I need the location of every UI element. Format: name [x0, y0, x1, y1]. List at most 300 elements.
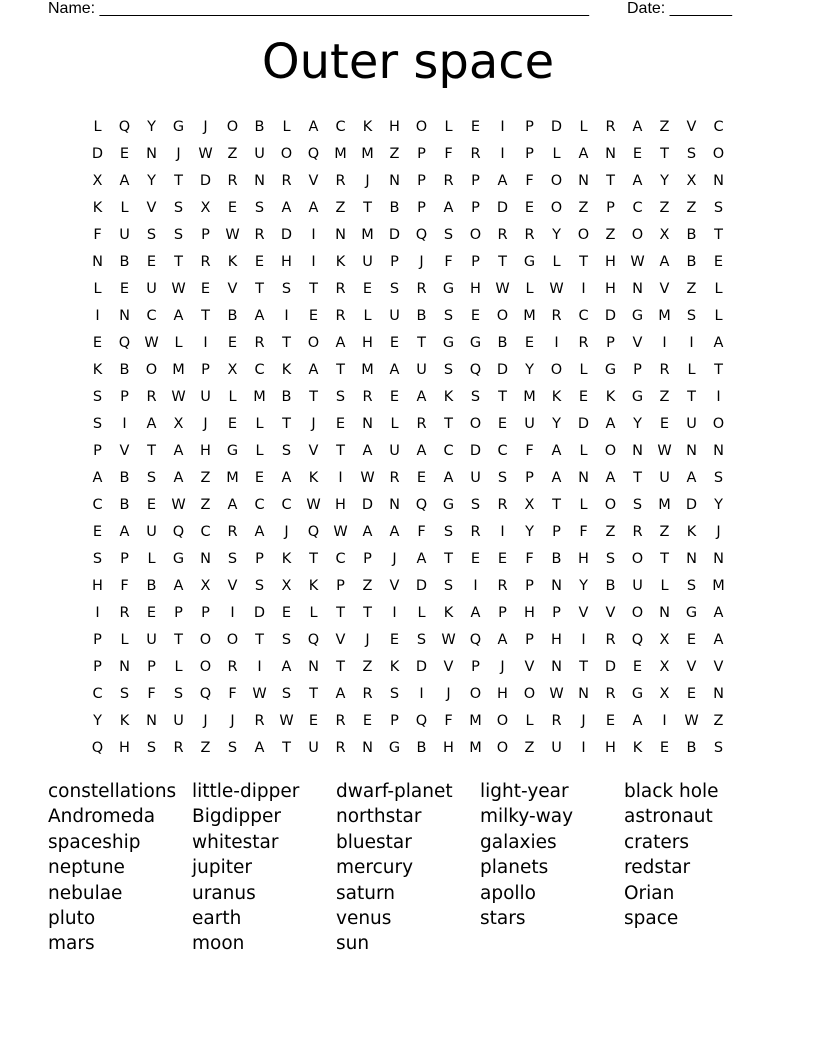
word-list-item: craters	[624, 831, 689, 853]
grid-cell: P	[336, 577, 345, 594]
grid-cell: L	[174, 658, 183, 675]
grid-cell: S	[146, 226, 157, 243]
grid-cell: C	[713, 118, 724, 135]
grid-cell: P	[417, 172, 426, 189]
grid-cell: Z	[200, 739, 211, 756]
grid-cell: P	[606, 334, 615, 351]
grid-cell: B	[551, 550, 562, 567]
grid-cell: P	[552, 604, 561, 621]
grid-cell: A	[308, 199, 319, 216]
grid-cell: N	[551, 658, 562, 675]
word-list-item: venus	[336, 907, 392, 929]
grid-cell: U	[362, 253, 373, 270]
grid-cell: A	[443, 199, 454, 216]
grid-cell: O	[604, 442, 617, 459]
grid-cell: O	[604, 496, 617, 513]
grid-cell: O	[631, 226, 644, 243]
grid-cell: O	[469, 226, 482, 243]
grid-cell: J	[203, 415, 208, 432]
grid-cell: A	[389, 523, 400, 540]
grid-cell: K	[551, 388, 562, 405]
grid-cell: S	[92, 415, 103, 432]
grid-cell: U	[173, 712, 184, 729]
grid-cell: G	[469, 334, 482, 351]
grid-cell: P	[552, 523, 561, 540]
grid-cell: E	[470, 307, 481, 324]
grid-cell: M	[523, 388, 536, 405]
grid-cell: T	[336, 658, 345, 675]
grid-cell: J	[419, 253, 424, 270]
grid-cell: E	[524, 199, 535, 216]
grid-cell: H	[470, 280, 481, 297]
grid-cell: T	[579, 658, 588, 675]
grid-cell: S	[281, 685, 292, 702]
grid-cell: U	[632, 577, 643, 594]
grid-cell: P	[120, 388, 129, 405]
grid-cell: L	[174, 334, 183, 351]
grid-cell: R	[362, 388, 373, 405]
grid-cell: Q	[415, 226, 428, 243]
grid-cell: V	[713, 658, 724, 675]
grid-cell: R	[335, 739, 346, 756]
grid-cell: M	[361, 226, 374, 243]
grid-cell: I	[581, 280, 586, 297]
grid-cell: X	[524, 496, 535, 513]
grid-cell: G	[442, 496, 455, 513]
word-list-item: light-year	[480, 781, 569, 802]
grid-cell: S	[335, 388, 346, 405]
grid-cell: R	[227, 523, 238, 540]
grid-cell: K	[362, 118, 373, 135]
grid-cell: R	[281, 172, 292, 189]
grid-cell: P	[471, 253, 480, 270]
grid-cell: M	[658, 496, 671, 513]
grid-cell: F	[525, 172, 534, 189]
grid-cell: E	[713, 253, 724, 270]
grid-cell: K	[308, 577, 319, 594]
grid-cell: Y	[579, 577, 588, 594]
grid-cell: B	[686, 226, 697, 243]
grid-cell: T	[282, 739, 291, 756]
grid-cell: N	[92, 253, 103, 270]
date-field-line: Date: _______	[627, 0, 732, 17]
grid-cell: P	[525, 577, 534, 594]
grid-cell: P	[417, 199, 426, 216]
word-list-item: spaceship	[48, 831, 141, 853]
grid-cell: T	[309, 550, 318, 567]
grid-cell: X	[281, 577, 292, 594]
grid-cell: L	[552, 145, 561, 162]
grid-cell: X	[659, 226, 670, 243]
grid-cell: N	[389, 496, 400, 513]
grid-cell: C	[281, 496, 292, 513]
grid-cell: S	[389, 280, 400, 297]
grid-cell: A	[713, 604, 724, 621]
grid-cell: K	[335, 253, 346, 270]
grid-cell: A	[173, 469, 184, 486]
grid-cell: E	[686, 685, 697, 702]
grid-cell: E	[578, 388, 589, 405]
grid-cell: X	[200, 199, 211, 216]
grid-cell: T	[687, 388, 696, 405]
grid-cell: A	[254, 307, 265, 324]
grid-cell: H	[605, 253, 616, 270]
grid-cell: H	[389, 118, 400, 135]
grid-cell: R	[416, 280, 427, 297]
grid-cell: J	[716, 523, 721, 540]
grid-cell: F	[228, 685, 237, 702]
grid-cell: P	[606, 199, 615, 216]
grid-cell: N	[308, 658, 319, 675]
grid-cell: L	[120, 199, 129, 216]
grid-cell: E	[254, 469, 265, 486]
grid-cell: X	[227, 361, 238, 378]
grid-cell: Q	[91, 739, 104, 756]
grid-cell: Z	[686, 199, 697, 216]
word-list-item: sun	[336, 933, 370, 955]
grid-cell: C	[578, 307, 589, 324]
grid-cell: A	[119, 172, 130, 189]
grid-cell: H	[362, 334, 373, 351]
grid-cell: A	[362, 523, 373, 540]
word-list-item: bluestar	[336, 831, 412, 853]
grid-cell: L	[579, 118, 588, 135]
grid-cell: G	[442, 280, 455, 297]
grid-cell: D	[469, 442, 482, 459]
grid-cell: L	[714, 280, 723, 297]
grid-cell: I	[662, 334, 667, 351]
grid-cell: P	[93, 658, 102, 675]
grid-cell: O	[631, 550, 644, 567]
grid-cell: L	[660, 577, 669, 594]
grid-cell: D	[496, 361, 509, 378]
grid-cell: B	[686, 739, 697, 756]
grid-cell: V	[443, 658, 454, 675]
grid-cell: F	[444, 712, 453, 729]
grid-cell: P	[525, 118, 534, 135]
grid-cell: Q	[172, 523, 185, 540]
word-list-item: black hole	[624, 781, 719, 802]
grid-cell: H	[578, 550, 589, 567]
grid-cell: W	[549, 685, 564, 702]
grid-cell: A	[686, 469, 697, 486]
grid-cell: I	[95, 604, 100, 621]
grid-cell: A	[551, 442, 562, 459]
grid-cell: I	[122, 415, 127, 432]
grid-cell: S	[281, 631, 292, 648]
grid-cell: L	[714, 307, 723, 324]
grid-cell: I	[689, 334, 694, 351]
grid-cell: Y	[525, 361, 534, 378]
grid-cell: L	[309, 604, 318, 621]
grid-cell: L	[93, 118, 102, 135]
grid-cell: W	[279, 712, 294, 729]
word-list-item: galaxies	[480, 831, 557, 853]
grid-cell: T	[309, 280, 318, 297]
grid-cell: Z	[200, 469, 211, 486]
grid-cell: R	[335, 307, 346, 324]
grid-cell: I	[716, 388, 721, 405]
grid-cell: X	[686, 172, 697, 189]
grid-cell: H	[281, 253, 292, 270]
grid-cell: Y	[525, 523, 534, 540]
grid-cell: F	[147, 685, 156, 702]
grid-cell: L	[417, 604, 426, 621]
grid-cell: R	[362, 685, 373, 702]
grid-cell: R	[146, 388, 157, 405]
grid-cell: Z	[362, 658, 373, 675]
grid-cell: U	[416, 361, 427, 378]
grid-cell: E	[389, 388, 400, 405]
grid-cell: S	[443, 307, 454, 324]
grid-cell: P	[363, 550, 372, 567]
grid-cell: N	[632, 280, 643, 297]
grid-cell: S	[443, 361, 454, 378]
grid-cell: O	[145, 361, 158, 378]
grid-cell: L	[687, 361, 696, 378]
grid-cell: T	[282, 334, 291, 351]
grid-cell: T	[363, 199, 372, 216]
grid-cell: W	[171, 496, 186, 513]
grid-cell: A	[632, 118, 643, 135]
grid-cell: Z	[659, 199, 670, 216]
grid-cell: B	[254, 118, 265, 135]
grid-cell: E	[497, 550, 508, 567]
grid-cell: P	[147, 658, 156, 675]
grid-cell: J	[203, 712, 208, 729]
grid-cell: L	[444, 118, 453, 135]
grid-cell: V	[605, 604, 616, 621]
grid-cell: U	[524, 415, 535, 432]
grid-cell: A	[416, 388, 427, 405]
grid-cell: J	[311, 415, 316, 432]
grid-cell: T	[417, 334, 426, 351]
grid-cell: M	[523, 307, 536, 324]
grid-cell: W	[252, 685, 267, 702]
grid-cell: B	[281, 388, 292, 405]
grid-cell: M	[361, 361, 374, 378]
grid-cell: O	[199, 658, 212, 675]
grid-cell: E	[362, 712, 373, 729]
grid-cell: Z	[362, 577, 373, 594]
grid-cell: O	[631, 604, 644, 621]
grid-cell: L	[390, 415, 399, 432]
grid-cell: S	[227, 739, 238, 756]
word-list-item: stars	[480, 907, 526, 929]
grid-cell: I	[554, 334, 559, 351]
grid-cell: G	[172, 118, 185, 135]
grid-cell: S	[416, 631, 427, 648]
grid-cell: P	[93, 442, 102, 459]
word-list-item: moon	[192, 933, 245, 955]
grid-cell: E	[659, 739, 670, 756]
grid-cell: I	[203, 334, 208, 351]
grid-cell: B	[686, 253, 697, 270]
grid-cell: O	[523, 685, 536, 702]
grid-cell: E	[686, 631, 697, 648]
grid-cell: T	[714, 226, 723, 243]
grid-cell: R	[551, 712, 562, 729]
grid-cell: C	[254, 361, 265, 378]
grid-cell: P	[201, 361, 210, 378]
grid-cell: F	[417, 523, 426, 540]
grid-cell: A	[92, 469, 103, 486]
grid-cell: N	[686, 550, 697, 567]
word-list-item: apollo	[480, 882, 536, 904]
grid-cell: K	[92, 199, 103, 216]
grid-cell: T	[201, 307, 210, 324]
grid-cell: L	[282, 118, 291, 135]
grid-cell: I	[419, 685, 424, 702]
grid-cell: I	[95, 307, 100, 324]
grid-cell: T	[498, 388, 507, 405]
grid-cell: B	[389, 199, 400, 216]
grid-cell: E	[470, 118, 481, 135]
grid-cell: P	[120, 550, 129, 567]
grid-cell: D	[91, 145, 104, 162]
grid-cell: P	[471, 658, 480, 675]
grid-cell: S	[389, 685, 400, 702]
grid-cell: P	[525, 145, 534, 162]
grid-cell: O	[496, 712, 509, 729]
word-list	[48, 779, 768, 957]
grid-cell: Z	[605, 226, 616, 243]
grid-cell: L	[579, 442, 588, 459]
grid-cell: S	[173, 685, 184, 702]
grid-cell: V	[389, 577, 400, 594]
grid-cell: A	[335, 685, 346, 702]
grid-cell: E	[146, 253, 157, 270]
grid-cell: P	[471, 172, 480, 189]
grid-cell: J	[500, 658, 505, 675]
grid-cell: Z	[713, 712, 724, 729]
grid-cell: E	[659, 415, 670, 432]
grid-cell: S	[686, 145, 697, 162]
grid-cell: A	[173, 577, 184, 594]
word-list-item: milky-way	[480, 806, 574, 828]
grid-cell: R	[227, 172, 238, 189]
grid-cell: Z	[659, 523, 670, 540]
word-list-item: Andromeda	[48, 806, 156, 828]
word-list-item: northstar	[336, 806, 422, 828]
grid-cell: T	[282, 415, 291, 432]
grid-cell: N	[362, 739, 373, 756]
word-list-item: astronaut	[624, 806, 713, 828]
grid-cell: A	[497, 172, 508, 189]
grid-cell: E	[92, 523, 103, 540]
grid-cell: N	[119, 307, 130, 324]
word-list-item: redstar	[624, 857, 691, 879]
grid-cell: X	[200, 577, 211, 594]
grid-cell: E	[200, 280, 211, 297]
grid-cell: A	[227, 496, 238, 513]
grid-cell: M	[469, 739, 482, 756]
grid-cell: C	[335, 550, 346, 567]
grid-cell: Z	[524, 739, 535, 756]
grid-cell: P	[498, 604, 507, 621]
grid-cell: D	[415, 658, 428, 675]
grid-cell: C	[443, 442, 454, 459]
grid-cell: O	[307, 334, 320, 351]
grid-cell: R	[497, 226, 508, 243]
grid-cell: A	[632, 172, 643, 189]
page-title: Outer space	[261, 34, 555, 90]
grid-cell: Q	[415, 496, 428, 513]
grid-cell: Z	[578, 199, 589, 216]
grid-cell: S	[92, 550, 103, 567]
grid-cell: O	[469, 685, 482, 702]
grid-cell: E	[362, 280, 373, 297]
grid-cell: L	[255, 442, 264, 459]
grid-cell: K	[605, 388, 616, 405]
grid-cell: A	[632, 712, 643, 729]
grid-cell: T	[336, 604, 345, 621]
grid-cell: R	[578, 334, 589, 351]
grid-cell: G	[388, 739, 401, 756]
grid-cell: I	[311, 253, 316, 270]
grid-cell: X	[659, 685, 670, 702]
grid-cell: T	[363, 604, 372, 621]
grid-cell: Y	[660, 172, 669, 189]
grid-cell: V	[686, 658, 697, 675]
grid-cell: U	[470, 469, 481, 486]
grid-cell: A	[335, 334, 346, 351]
grid-cell: S	[443, 226, 454, 243]
grid-cell: K	[308, 469, 319, 486]
grid-cell: Z	[200, 496, 211, 513]
grid-cell: N	[632, 442, 643, 459]
grid-cell: Z	[605, 523, 616, 540]
grid-cell: C	[254, 496, 265, 513]
grid-cell: Q	[631, 631, 644, 648]
word-list-item: Orian	[624, 882, 675, 904]
grid-cell: T	[336, 442, 345, 459]
grid-cell: C	[146, 307, 157, 324]
word-list-item: mars	[48, 933, 95, 955]
grid-cell: M	[334, 145, 347, 162]
grid-cell: W	[630, 253, 645, 270]
grid-cell: O	[577, 226, 590, 243]
grid-cell: T	[444, 550, 453, 567]
grid-cell: P	[471, 199, 480, 216]
grid-cell: B	[605, 577, 616, 594]
grid-cell: B	[119, 496, 130, 513]
grid-cell: L	[363, 307, 372, 324]
grid-cell: Y	[147, 118, 156, 135]
grid-cell: L	[228, 388, 237, 405]
grid-cell: Q	[118, 118, 131, 135]
grid-cell: R	[254, 226, 265, 243]
grid-cell: I	[311, 226, 316, 243]
grid-cell: A	[362, 442, 373, 459]
grid-cell: W	[684, 712, 699, 729]
grid-cell: J	[203, 118, 208, 135]
grid-cell: T	[174, 172, 183, 189]
grid-cell: Y	[147, 172, 156, 189]
grid-cell: K	[119, 712, 130, 729]
grid-cell: S	[605, 550, 616, 567]
grid-cell: T	[498, 253, 507, 270]
grid-cell: O	[550, 361, 563, 378]
grid-cell: E	[632, 145, 643, 162]
word-list-item: dwarf-planet	[336, 781, 453, 802]
grid-cell: V	[119, 442, 130, 459]
grid-cell: M	[469, 712, 482, 729]
grid-cell: D	[415, 577, 428, 594]
grid-cell: E	[335, 415, 346, 432]
grid-cell: V	[524, 658, 535, 675]
grid-cell: Y	[714, 496, 723, 513]
